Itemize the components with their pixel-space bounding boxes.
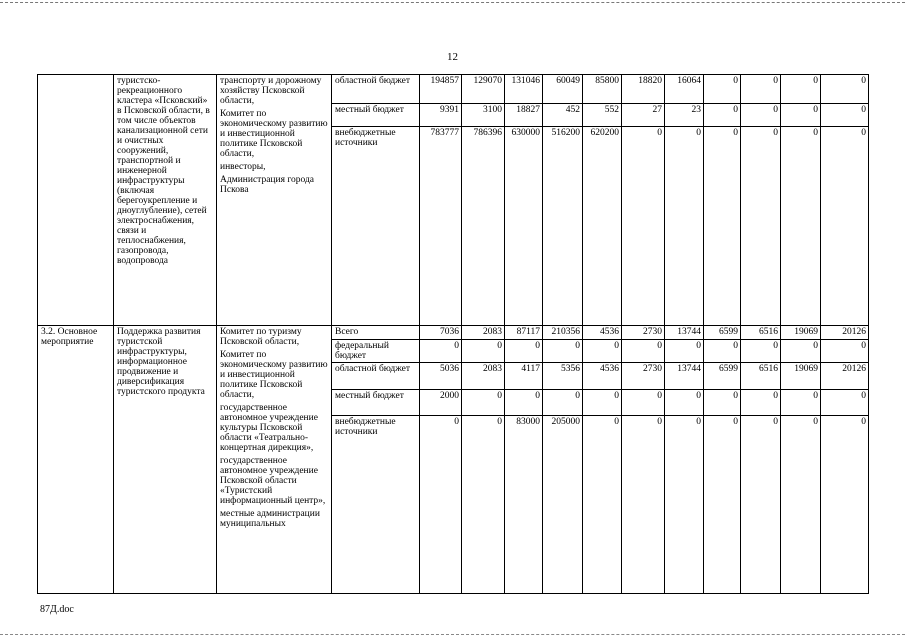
amount-cell: 13744 [665, 363, 704, 390]
amount-cell: 0 [821, 127, 869, 326]
executor-entry: транспорту и дорожному хозяйству Псковской области, [220, 76, 322, 106]
amount-cell: 0 [741, 75, 781, 104]
amount-cell: 0 [665, 416, 704, 594]
amount-cell: 0 [741, 416, 781, 594]
amount-cell: 60049 [543, 75, 583, 104]
amount-cell: 620200 [583, 127, 622, 326]
amount-cell: 0 [741, 340, 781, 363]
amount-cell: 0 [462, 416, 505, 594]
amount-cell: 630000 [505, 127, 543, 326]
funding-source-cell: местный бюджет [332, 104, 420, 127]
scan-edge-top [0, 2, 905, 3]
page-number: 12 [447, 51, 458, 63]
amount-cell: 0 [704, 104, 741, 127]
amount-cell: 6599 [704, 363, 741, 390]
executor-entry: местные администрации муниципальных [220, 509, 320, 529]
amount-cell: 0 [622, 340, 665, 363]
amount-cell: 27 [622, 104, 665, 127]
amount-cell: 0 [462, 390, 505, 416]
amount-cell: 18820 [622, 75, 665, 104]
amount-cell: 0 [665, 340, 704, 363]
amount-cell: 0 [505, 340, 543, 363]
footer-filename: 87Д.doc [40, 604, 74, 615]
amount-cell: 0 [543, 390, 583, 416]
amount-cell: 0 [583, 390, 622, 416]
amount-cell: 0 [821, 390, 869, 416]
executor-entry: Комитет по экономическому развитию и инвестиционной политике Псковской области, [220, 109, 328, 159]
amount-cell: 0 [665, 390, 704, 416]
amount-cell: 2000 [420, 390, 462, 416]
funding-source-cell: Всего [332, 326, 420, 340]
amount-cell: 129070 [462, 75, 505, 104]
executor-entry: инвесторы, [220, 162, 266, 172]
amount-cell: 0 [583, 416, 622, 594]
amount-cell: 0 [781, 390, 821, 416]
amount-cell: 2083 [462, 326, 505, 340]
amount-cell: 0 [704, 416, 741, 594]
amount-cell: 0 [781, 340, 821, 363]
amount-cell: 3100 [462, 104, 505, 127]
amount-cell: 20126 [821, 363, 869, 390]
executor-entry: Администрация города Пскова [220, 175, 315, 195]
amount-cell: 0 [741, 390, 781, 416]
amount-cell: 2730 [622, 326, 665, 340]
amount-cell: 194857 [420, 75, 462, 104]
amount-cell: 0 [420, 340, 462, 363]
amount-cell: 0 [704, 75, 741, 104]
amount-cell: 0 [821, 340, 869, 363]
amount-cell: 0 [462, 340, 505, 363]
amount-cell: 0 [781, 416, 821, 594]
amount-cell: 0 [704, 390, 741, 416]
amount-cell: 0 [583, 340, 622, 363]
amount-cell: 0 [665, 127, 704, 326]
funding-source-cell: внебюджетные источники [332, 416, 420, 594]
table-row [38, 75, 869, 104]
amount-cell: 131046 [505, 75, 543, 104]
amount-cell: 205000 [543, 416, 583, 594]
measure-number-cell [38, 75, 114, 326]
executor-entry: Комитет по туризму Псковской области, [220, 327, 302, 347]
amount-cell: 0 [741, 104, 781, 127]
amount-cell: 0 [543, 340, 583, 363]
amount-cell: 0 [420, 416, 462, 594]
measure-number-cell: 3.2. Основное мероприятие [38, 326, 114, 594]
amount-cell: 786396 [462, 127, 505, 326]
amount-cell: 4117 [505, 363, 543, 390]
amount-cell: 552 [583, 104, 622, 127]
funding-source-cell: внебюджетные источники [332, 127, 420, 326]
amount-cell: 16064 [665, 75, 704, 104]
amount-cell: 0 [622, 416, 665, 594]
amount-cell: 19069 [781, 363, 821, 390]
amount-cell: 6516 [741, 326, 781, 340]
amount-cell: 452 [543, 104, 583, 127]
funding-source-cell: федеральный бюджет [332, 340, 420, 363]
amount-cell: 9391 [420, 104, 462, 127]
executors-cell [217, 326, 332, 594]
executors-cell [217, 75, 332, 326]
amount-cell: 210356 [543, 326, 583, 340]
amount-cell: 2730 [622, 363, 665, 390]
funding-source-cell: областной бюджет [332, 75, 420, 104]
amount-cell: 0 [704, 340, 741, 363]
amount-cell: 87117 [505, 326, 543, 340]
amount-cell: 85800 [583, 75, 622, 104]
executor-entry: государственное автономное учреждение Псковской области «Туристский информационный центр», [220, 456, 326, 506]
amount-cell: 6516 [741, 363, 781, 390]
amount-cell: 0 [821, 416, 869, 594]
amount-cell: 83000 [505, 416, 543, 594]
amount-cell: 0 [781, 127, 821, 326]
table-row [38, 326, 869, 340]
amount-cell: 7036 [420, 326, 462, 340]
amount-cell: 6599 [704, 326, 741, 340]
amount-cell: 20126 [821, 326, 869, 340]
amount-cell: 0 [821, 104, 869, 127]
amount-cell: 23 [665, 104, 704, 127]
amount-cell: 5036 [420, 363, 462, 390]
executor-entry: Комитет по экономическому развитию и инвестиционной политике Псковской области, [220, 350, 328, 400]
budget-table [37, 74, 869, 594]
funding-source-cell: областной бюджет [332, 363, 420, 390]
amount-cell: 0 [505, 390, 543, 416]
amount-cell: 4536 [583, 326, 622, 340]
amount-cell: 18827 [505, 104, 543, 127]
scan-edge-bottom [0, 634, 905, 635]
amount-cell: 0 [781, 104, 821, 127]
amount-cell: 0 [622, 390, 665, 416]
executor-entry: государственное автономное учреждение культуры Псковской области «Театрально-концертная дирекция», [220, 403, 318, 453]
amount-cell: 0 [821, 75, 869, 104]
amount-cell: 13744 [665, 326, 704, 340]
amount-cell: 19069 [781, 326, 821, 340]
funding-source-cell: местный бюджет [332, 390, 420, 416]
amount-cell: 2083 [462, 363, 505, 390]
measure-name-cell: Поддержка развития туристской инфраструктуры, информационное продвижение и диверсификация туристского продукта [114, 326, 217, 594]
amount-cell: 516200 [543, 127, 583, 326]
measure-name-cell: туристско-рекреационного кластера «Псковский» в Псковской области, в том числе объектов канализационной сети и очистных сооружений, транспортной и инженерной инфраструктуры (включая берегоукрепление и дноуглубление), сетей электроснабжения, связи и теплоснабжения, газопровода, водопровода [114, 75, 217, 326]
amount-cell: 5356 [543, 363, 583, 390]
amount-cell: 4536 [583, 363, 622, 390]
amount-cell: 783777 [420, 127, 462, 326]
amount-cell: 0 [622, 127, 665, 326]
amount-cell: 0 [741, 127, 781, 326]
amount-cell: 0 [781, 75, 821, 104]
amount-cell: 0 [704, 127, 741, 326]
